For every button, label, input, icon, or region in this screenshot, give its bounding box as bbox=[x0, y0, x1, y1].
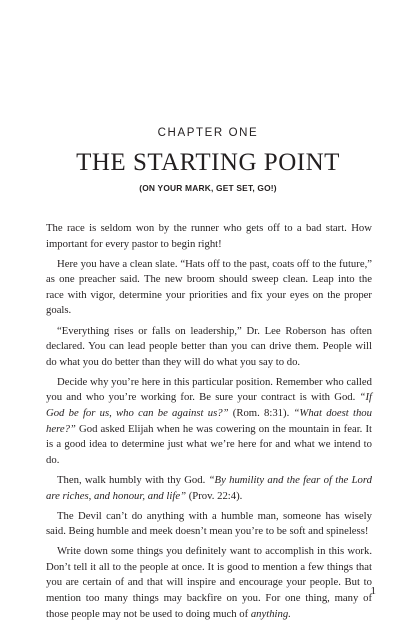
paragraph-text: Here you have a clean slate. “Hats off to the past, coats off to the future,” as one preacher said. The new broom should sweep clean. Leap into the race with vigor, determine your priorities and fix your eyes on the proper goals. bbox=[46, 257, 372, 317]
paragraph-text: Write down some things you definitely want to accomplish in this work. Don’t tell it all to the people at once. It is good to mention a few things that you are certain of and that will inspire and encourage your people. But to mention too many things may backfire on you. For one thing, many of those people may not be used to doing much of bbox=[46, 545, 372, 620]
paragraph-text: (Rom. 8:31). bbox=[228, 407, 294, 420]
italic-quote: “What doest thou here?” bbox=[46, 407, 372, 435]
italic-quote: “By humility and the fear of the Lord are riches, and honour, and life” bbox=[46, 473, 372, 502]
paragraph-text: The Devil can’t do anything with a humble man, someone has wisely said. Being humble and meek doesn’t mean you’re to be soft and spineless! bbox=[46, 509, 372, 538]
chapter-title: THE STARTING POINT bbox=[76, 149, 340, 176]
paragraph-text: Decide why you’re here in this particular position. Remember who called you and who you’re working for. Be sure your contract is with God. bbox=[46, 375, 372, 404]
paragraph-text: God asked Elijah when he was cowering on the mountain in fear. It is a good idea to determine just what we’re here for and what we intend to do. bbox=[46, 422, 372, 466]
italic-quote: anything. bbox=[250, 607, 291, 620]
body-paragraph bbox=[46, 544, 372, 622]
body-paragraph bbox=[46, 509, 372, 540]
paragraph-text: The race is seldom won by the runner who gets off to a bad start. How important for every pastor to begin right! bbox=[46, 222, 372, 250]
chapter-subtitle: (ON YOUR MARK, GET SET, GO!) bbox=[139, 183, 277, 193]
body-paragraph bbox=[46, 375, 372, 469]
body-paragraph bbox=[46, 221, 372, 252]
paragraph-text: Then, walk humbly with thy God. bbox=[57, 473, 209, 486]
italic-quote: “If God be for us, who can be against us?” bbox=[46, 391, 372, 420]
body-paragraph bbox=[46, 324, 372, 371]
paragraph-text: (Prov. 22:4). bbox=[186, 489, 243, 502]
chapter-body bbox=[46, 221, 372, 627]
body-paragraph bbox=[46, 257, 372, 319]
body-paragraph bbox=[46, 473, 372, 504]
page-number: 1 bbox=[370, 585, 376, 597]
chapter-label: CHAPTER ONE bbox=[157, 127, 259, 139]
paragraph-text: “Everything rises or falls on leadership,” Dr. Lee Roberson has often declared. You can lead people better than you can drive them. People will do what you do better than they will do what you say to do. bbox=[46, 324, 372, 368]
